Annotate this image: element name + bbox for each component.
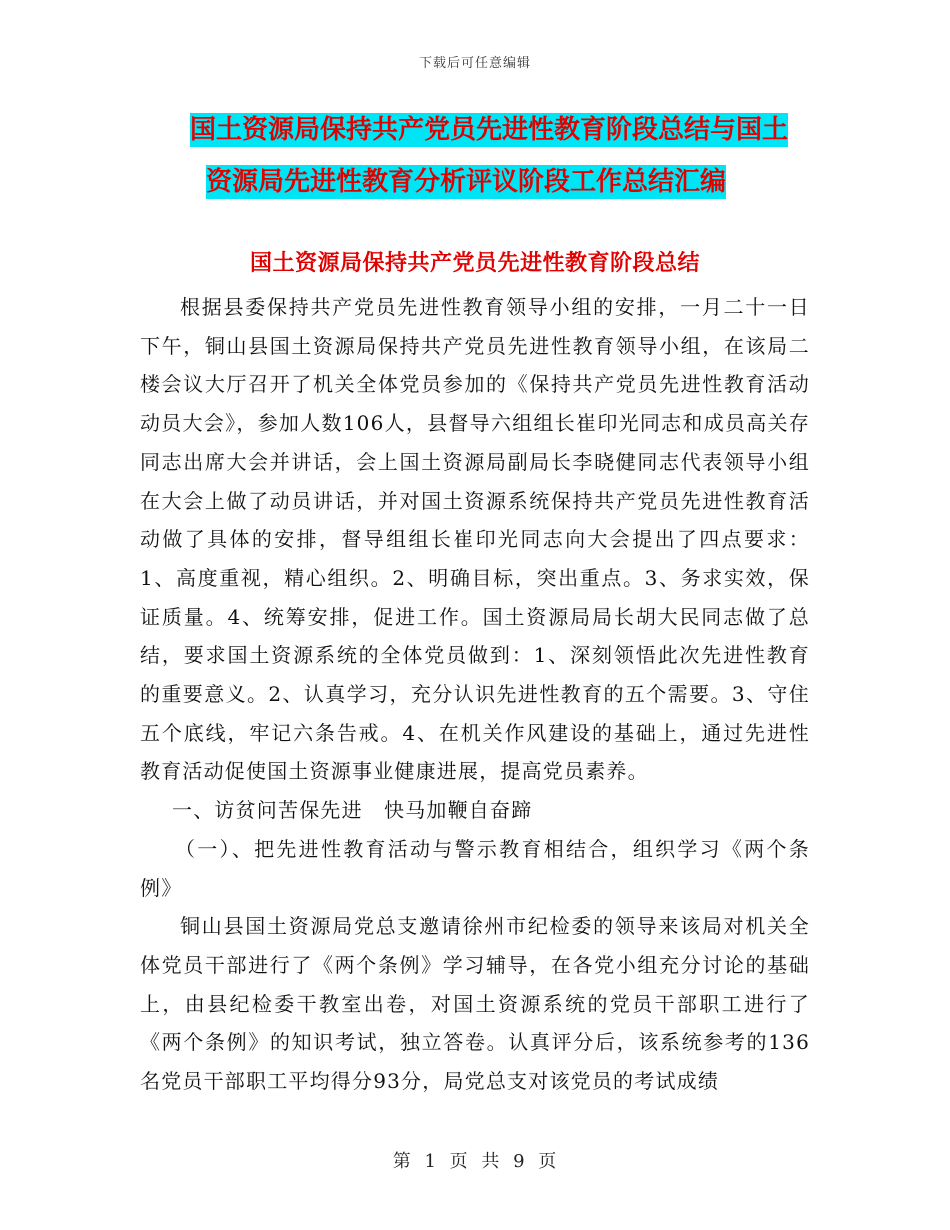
footer-label-page: 第	[392, 1151, 412, 1172]
page-footer	[0, 1147, 950, 1173]
document-body	[140, 288, 810, 1101]
footer-label-total: 共	[481, 1151, 501, 1172]
footer-label-total-unit: 页	[538, 1151, 558, 1172]
document-title-line-1	[150, 104, 830, 156]
footer-page-number: 1	[424, 1151, 437, 1172]
document-title-line-2	[150, 156, 830, 208]
footer-label-page-unit: 页	[449, 1151, 469, 1172]
title-highlight-1: 国土资源局保持共产党员先进性教育阶段总结与国土	[190, 115, 789, 145]
header-note: 下载后可任意编辑	[418, 56, 531, 71]
paragraph-intro: 根据县委保持共产党员先进性教育领导小组的安排，一月二十一日下午，铜山县国土资源局保持共产党员先进性教育领导小组，在该局二楼会议大厅召开了机关全体党员参加的《保持共产党员先进性教育活动动员大会》，参加人数106人，县督导六组组长崔印光同志和成员高关存同志出席大会并讲话，会上国土资源局副局长李晓健同志代表领导小组在大会上做了动员讲话，并对国土资源系统保持共产党员先进性教育活动做了具体的安排，督导组组长崔印光同志向大会提出了四点要求：1、高度重视，精心组织。2、明确目标，突出重点。3、务求实效，保证质量。4、统筹安排，促进工作。国土资源局局长胡大民同志做了总结，要求国土资源系统的全体党员做到：1、深刻领悟此次先进性教育的重要意义。2、认真学习，充分认识先进性教育的五个需要。3、守住五个底线，牢记六条告戒。4、在机关作风建设的基础上，通过先进性教育活动促使国土资源事业健康进展，提高党员素养。	[140, 295, 810, 784]
document-title	[150, 104, 830, 208]
footer-total-pages: 9	[513, 1151, 526, 1172]
paragraph-study: 铜山县国土资源局党总支邀请徐州市纪检委的领导来该局对机关全体党员干部进行了《两个条例》学习辅导，在各党小组充分讨论的基础上，由县纪检委干教室出卷，对国土资源系统的党员干部职工进行了《两个条例》的知识考试，独立答卷。认真评分后，该系统参考的136名党员干部职工平均得分93分，局党总支对该党员的考试成绩	[140, 914, 810, 1094]
section-title: 国土资源局保持共产党员先进性教育阶段总结	[249, 250, 700, 276]
heading-level-1: 一、访贫问苦保先进 快马加鞭自奋蹄	[172, 798, 533, 823]
title-highlight-2: 资源局先进性教育分析评议阶段工作总结汇编	[206, 167, 727, 197]
heading-level-2: （一）、把先进性教育活动与警示教育相结合，组织学习《两个条例》	[140, 836, 810, 900]
